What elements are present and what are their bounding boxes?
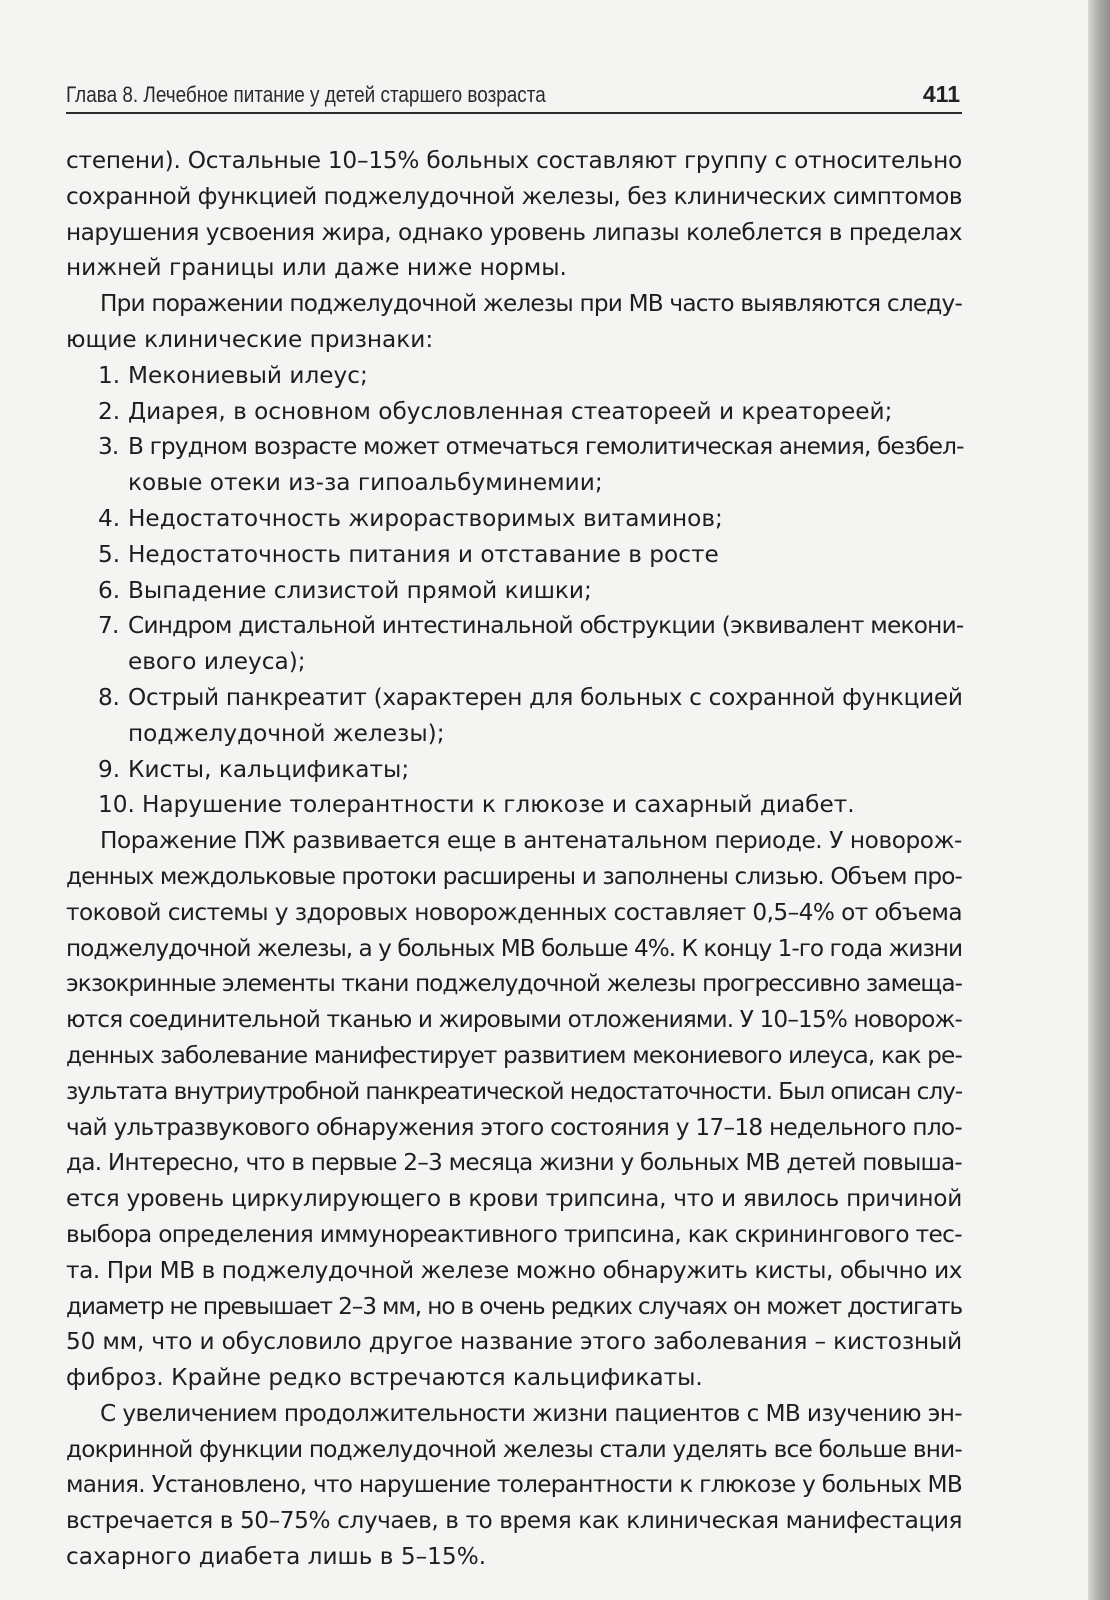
list-item-text: Мекониевый илеус; — [128, 361, 368, 389]
text-line: денных заболевание манифестирует развитием мекониевого илеуса, как ре- — [66, 1041, 962, 1069]
text-line: С увеличением продолжительности жизни пациентов с МВ изучению эн- — [100, 1399, 963, 1427]
page-edge-shadow — [1088, 0, 1110, 1600]
text-line: фиброз. Крайне редко встречаются кальцификаты. — [66, 1364, 703, 1392]
text-line: Поражение ПЖ развивается еще в антенатальном периоде. У новорож- — [100, 827, 963, 855]
list-item — [66, 537, 962, 573]
list-item — [66, 573, 962, 609]
list-item — [66, 787, 962, 823]
list-item-text: Синдром дистальной интестинальной обструкции (эквивалент мекони- — [128, 612, 964, 640]
page-number: 411 — [922, 81, 960, 107]
list-number: 7. — [98, 612, 119, 640]
text-line: та. При МВ в поджелудочной железе можно обнаружить кисты, обычно их — [66, 1256, 963, 1284]
text-line: экзокринные элементы ткани поджелудочной железы прогрессивно замеща- — [66, 970, 963, 998]
list-item-text: ковые отеки из-за гипоальбуминемии; — [128, 469, 603, 497]
chapter-title: Глава 8. Лечебное питание у детей старшего возраста — [66, 82, 546, 107]
list-item — [66, 429, 962, 501]
list-item-text: Диарея, в основном обусловленная стеатореей и креатореей; — [128, 397, 893, 425]
list-number: 8. — [98, 683, 120, 711]
text-line: диаметр не превышает 2–3 мм, но в очень редких случаях он может достигать — [66, 1292, 962, 1320]
text-line: При поражении поджелудочной железы при МВ часто выявляются следу- — [100, 290, 963, 318]
text-line: ются соединительной тканью и жировыми отложениями. У 10–15% новорож- — [66, 1006, 962, 1034]
list-item-text: Недостаточность питания и отставание в росте — [128, 540, 719, 568]
list-item — [66, 358, 962, 394]
paragraph — [66, 823, 962, 1396]
text-line: зультата внутриутробной панкреатической недостаточности. Был описан слу- — [66, 1077, 962, 1105]
text-line: денных междольковые протоки расширены и заполнены слизью. Объем про- — [66, 862, 962, 890]
list-item-text: В грудном возрасте может отмечаться гемолитическая анемия, безбел- — [128, 433, 964, 461]
text-line: сахарного диабета лишь в 5–15%. — [66, 1543, 487, 1571]
list-item-text: поджелудочной железы); — [128, 719, 445, 747]
paragraph — [66, 286, 962, 358]
list-item — [66, 752, 962, 788]
list-number: 1. — [98, 361, 121, 389]
text-line: докринной функции поджелудочной железы стали уделять все больше вни- — [66, 1435, 963, 1463]
text-line: да. Интересно, что в первые 2–3 месяца жизни у больных МВ детей повыша- — [66, 1149, 962, 1177]
list-number: 5. — [98, 540, 121, 568]
list-number: 2. — [98, 397, 121, 425]
list-number: 3. — [98, 433, 119, 461]
text-line: встречается в 50–75% случаев, в то время как клиническая манифестация — [66, 1507, 963, 1535]
symptom-list — [66, 358, 962, 823]
list-item-text: Кисты, кальцификаты; — [128, 755, 410, 783]
list-number: 10. — [98, 791, 135, 819]
text-line: выбора определения иммунореактивного трипсина, как скринингового тес- — [66, 1220, 962, 1248]
list-item-text: евого илеуса); — [128, 648, 306, 676]
text-line: 50 мм, что и обусловило другое название этого заболевания – кистозный — [66, 1328, 962, 1356]
list-item — [66, 608, 962, 680]
text-line: нарушения усвоения жира, однако уровень липазы колеблется в пределах — [66, 218, 962, 246]
text-line: токовой системы у здоровых новорожденных составляет 0,5–4% от объема — [66, 898, 963, 926]
list-number: 6. — [98, 576, 121, 604]
list-item-text: Недостаточность жирорастворимых витаминов; — [128, 504, 723, 532]
paragraph — [66, 1396, 962, 1575]
text-line: ется уровень циркулирующего в крови трипсина, что и явилось причиной — [66, 1185, 963, 1213]
text-line: поджелудочной железы, а у больных МВ больше 4%. К концу 1-го года жизни — [66, 934, 963, 962]
list-item — [66, 394, 962, 430]
text-line: степени). Остальные 10–15% больных составляют группу с относительно — [66, 147, 962, 174]
running-header — [66, 76, 962, 114]
list-item-text: Выпадение слизистой прямой кишки; — [128, 576, 592, 604]
text-line: мания. Установлено, что нарушение толерантности к глюкозе у больных МВ — [66, 1471, 963, 1499]
text-line: сохранной функцией поджелудочной железы, без клинических симптомов — [66, 182, 962, 210]
paragraph — [66, 143, 962, 286]
text-line: ющие клинические признаки: — [66, 325, 434, 353]
list-item-text: Нарушение толерантности к глюкозе и сахарный диабет. — [142, 791, 855, 819]
list-item-text: Острый панкреатит (характерен для больных с сохранной функцией — [128, 683, 963, 711]
text-line: чай ультразвукового обнаружения этого состояния у 17–18 недельного пло- — [66, 1113, 963, 1141]
page-body — [66, 143, 962, 1575]
list-number: 4. — [98, 504, 121, 532]
list-item — [66, 680, 962, 752]
text-line: нижней границы или даже ниже нормы. — [66, 254, 567, 282]
list-item — [66, 501, 962, 537]
list-number: 9. — [98, 755, 121, 783]
